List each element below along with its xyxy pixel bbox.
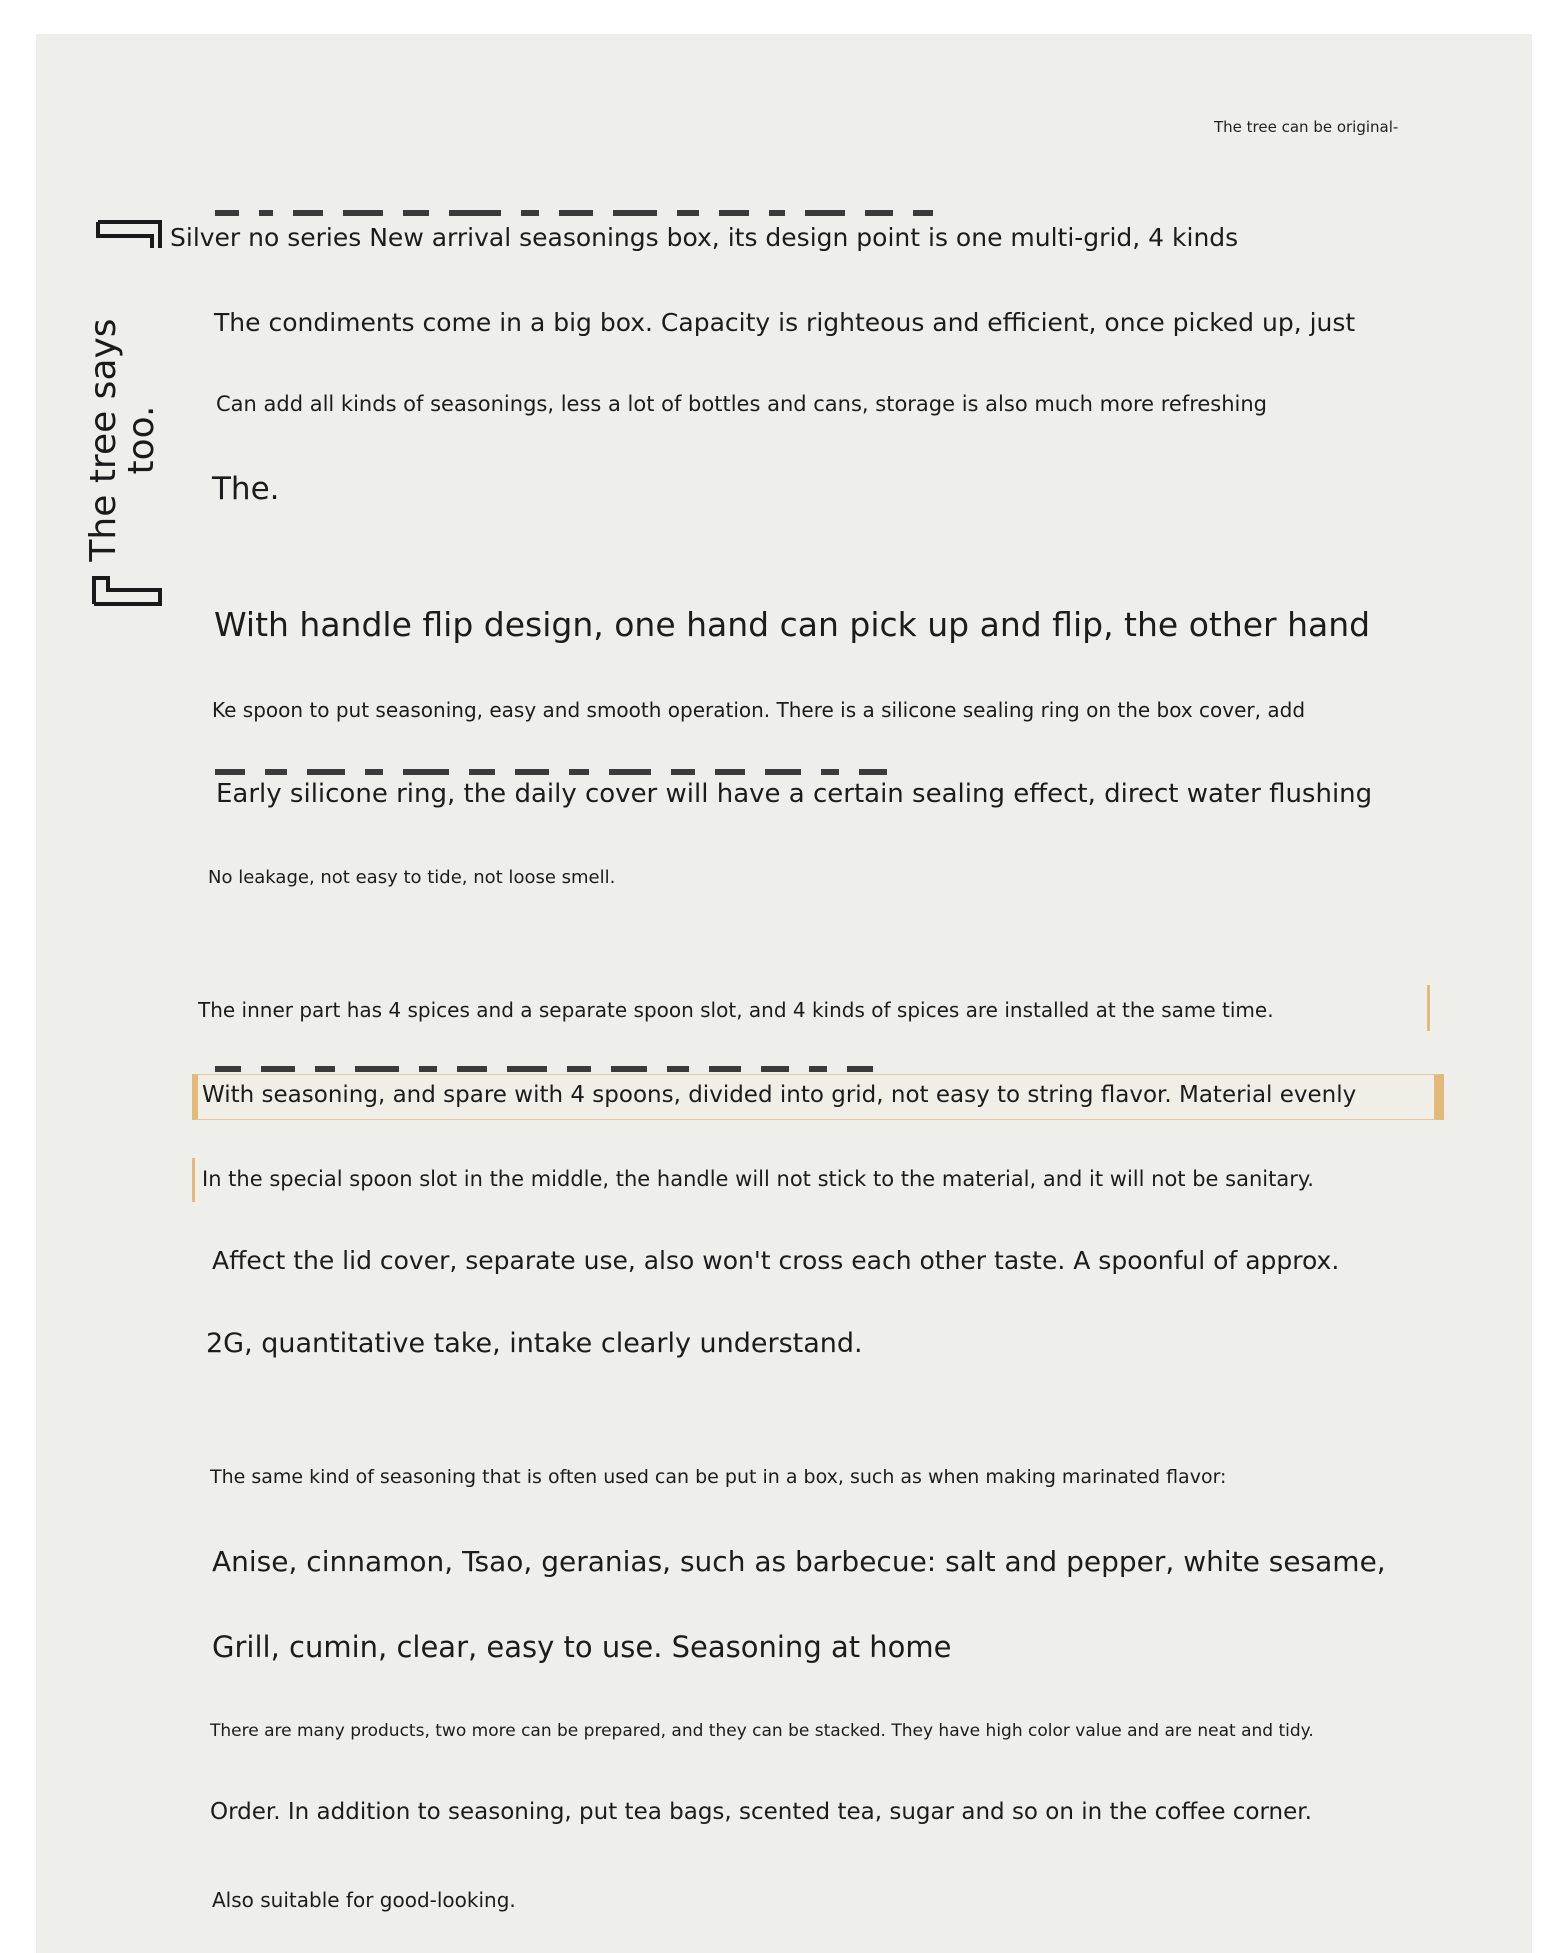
corner-note: The tree can be original- — [1214, 118, 1399, 136]
paragraph-line: Anise, cinnamon, Tsao, geranias, such as barbecue: salt and pepper, white sesame, — [212, 1545, 1386, 1578]
paragraph-line: The inner part has 4 spices and a separate spoon slot, and 4 kinds of spices are installed at the same time. — [198, 998, 1274, 1022]
paragraph-line: Silver no series New arrival seasonings box, its design point is one multi-grid, 4 kinds — [170, 223, 1239, 252]
highlight-bar — [1427, 985, 1430, 1031]
top-bracket-mark — [94, 218, 166, 252]
paragraph-line: Affect the lid cover, separate use, also won't cross each other taste. A spoonful of approx. — [212, 1246, 1340, 1275]
ghost-text-row — [215, 769, 1415, 779]
paragraph-line: 2G, quantitative take, intake clearly understand. — [206, 1328, 863, 1359]
paragraph-line: Also suitable for good-looking. — [212, 1888, 516, 1912]
highlighted-line: In the special spoon slot in the middle, the handle will not stick to the material, and it will not be sanitary. — [202, 1167, 1314, 1191]
vertical-title — [83, 300, 162, 580]
paragraph-line: Grill, cumin, clear, easy to use. Seasoning at home — [212, 1630, 952, 1664]
highlight-bar — [192, 1158, 195, 1202]
paragraph-line: The condiments come in a big box. Capacity is righteous and efficient, once picked up, just — [214, 308, 1356, 337]
paragraph-line: Order. In addition to seasoning, put tea bags, scented tea, sugar and so on in the coffee corner. — [210, 1799, 1312, 1825]
highlighted-line: With seasoning, and spare with 4 spoons, divided into grid, not easy to string flavor. Material evenly — [202, 1082, 1357, 1108]
paragraph-line: With handle flip design, one hand can pick up and flip, the other hand — [214, 605, 1371, 644]
ghost-text-row — [215, 210, 1415, 220]
paragraph-line: Early silicone ring, the daily cover will have a certain sealing effect, direct water flushing — [216, 779, 1373, 809]
vertical-title-text: The tree says too. — [83, 318, 162, 562]
paragraph-line: There are many products, two more can be prepared, and they can be stacked. They have high color value and are neat and tidy. — [210, 1721, 1314, 1741]
paragraph-line: The. — [212, 471, 280, 507]
bottom-bracket-mark — [88, 574, 164, 608]
paragraph-line: Can add all kinds of seasonings, less a lot of bottles and cans, storage is also much more refreshing — [216, 392, 1268, 416]
paragraph-line: The same kind of seasoning that is often used can be put in a box, such as when making marinated flavor: — [210, 1466, 1227, 1488]
paragraph-line: No leakage, not easy to tide, not loose smell. — [208, 867, 616, 888]
paragraph-line: Ke spoon to put seasoning, easy and smooth operation. There is a silicone sealing ring on the box cover, add — [212, 698, 1306, 722]
